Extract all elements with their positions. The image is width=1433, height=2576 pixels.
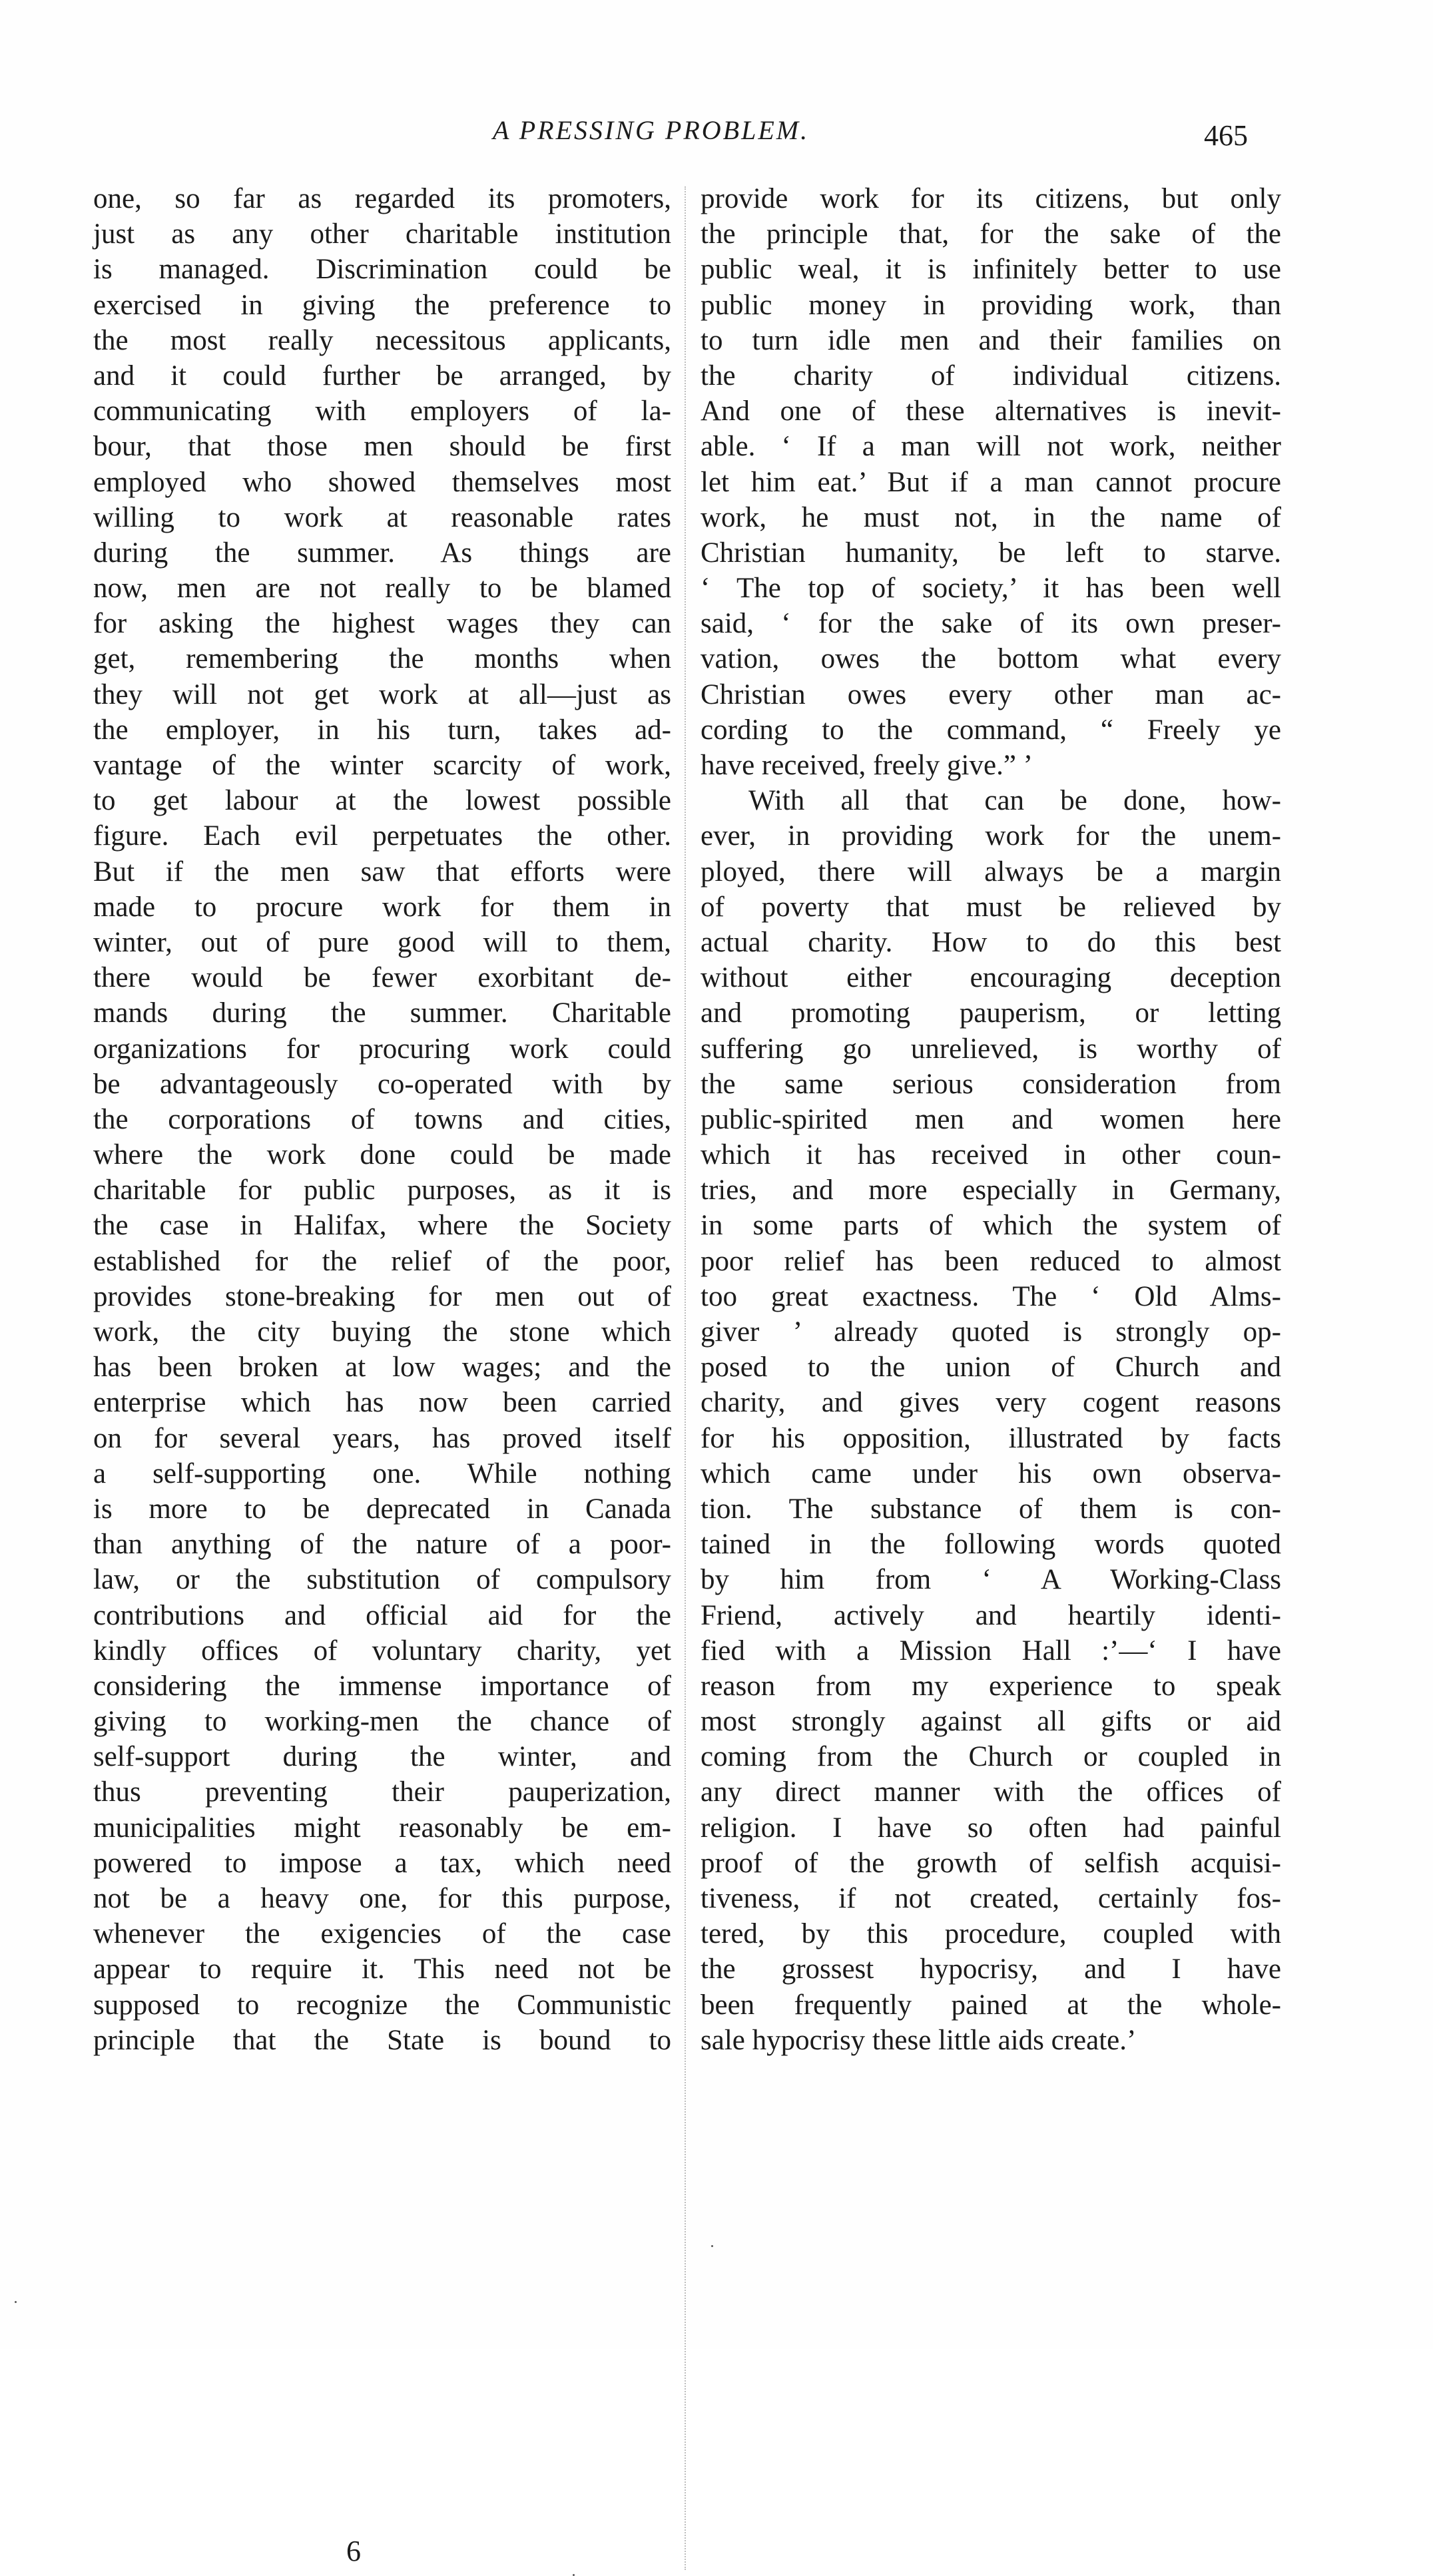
text-line: provide work for its citizens, but only [701,183,1281,214]
text-line: on for several years, has proved itself [93,1422,671,1454]
text-line: provides stone-breaking for men out of [93,1280,671,1312]
text-line: public money in providing work, than [701,289,1281,321]
text-line: than anything of the nature of a poor- [93,1529,671,1561]
text-line: ployed, there will always be a margin [701,856,1281,888]
text-line: of poverty that must be relieved by [701,891,1281,923]
text-line: cording to the command, “ Freely ye [701,714,1281,746]
text-line: said, ‘ for the sake of its own preser- [701,608,1281,640]
text-line: fied with a Mission Hall :’—‘ I have [701,1635,1281,1667]
text-line: self-support during the winter, and [93,1741,671,1773]
text-line: be advantageously co-operated with by [93,1068,671,1100]
text-line: But if the men saw that efforts were [93,856,671,888]
text-line: they will not get work at all—just as [93,678,671,710]
text-line: With all that can be done, how- [748,785,1281,817]
text-line: tained in the following words quoted [701,1529,1281,1561]
text-line: public-spirited men and women here [701,1103,1281,1135]
text-line: made to procure work for them in [93,891,671,923]
text-line: poor relief has been reduced to almost [701,1245,1281,1277]
text-line: willing to work at reasonable rates [93,501,671,533]
text-line: Friend, actively and heartily identi- [701,1599,1281,1631]
text-line: work, he must not, in the name of [701,501,1281,533]
text-line: without either encouraging deception [701,962,1281,994]
text-line: a self-supporting one. While nothing [93,1457,671,1489]
text-line: charitable for public purposes, as it is [93,1174,671,1206]
text-line: the most really necessitous applicants, [93,324,671,356]
text-line: vantage of the winter scarcity of work, [93,750,671,781]
text-line: for asking the highest wages they can [93,608,671,640]
text-line: kindly offices of voluntary charity, yet [93,1635,671,1667]
right-column [701,181,1281,2058]
text-line: the grossest hypocrisy, and I have [701,1953,1281,1985]
text-line: vation, owes the bottom what every [701,643,1281,675]
text-line: work, the city buying the stone which [93,1316,671,1348]
text-line: tries, and more especially in Germany, [701,1174,1281,1206]
text-line: exercised in giving the preference to [93,289,671,321]
text-line: coming from the Church or coupled in [701,1741,1281,1773]
text-line: to turn idle men and their families on [701,324,1281,356]
text-line: in some parts of which the system of [701,1210,1281,1242]
text-line: Christian owes every other man ac- [701,678,1281,710]
text-line: municipalities might reasonably be em- [93,1812,671,1844]
text-line: the corporations of towns and cities, [93,1103,671,1135]
text-line: and it could further be arranged, by [93,360,671,391]
text-line: get, remembering the months when [93,643,671,675]
text-line: giving to working-men the chance of [93,1706,671,1738]
text-line: the principle that, for the sake of the [701,218,1281,250]
text-line: one, so far as regarded its promoters, [93,183,671,214]
text-line: tion. The substance of them is con- [701,1493,1281,1525]
text-line: where the work done could be made [93,1139,671,1171]
text-line: tered, by this procedure, coupled with [701,1918,1281,1950]
text-line: by him from ‘ A Working-Class [701,1564,1281,1596]
text-line: figure. Each evil perpetuates the other. [93,820,671,852]
text-line: ‘ The top of society,’ it has been well [701,573,1281,605]
text-line: giver ’ already quoted is strongly op- [701,1316,1281,1348]
text-line: actual charity. How to do this best [701,926,1281,958]
print-speck [711,2245,713,2247]
text-line: posed to the union of Church and [701,1352,1281,1384]
text-line: law, or the substitution of compulsory [93,1564,671,1596]
text-line: been frequently pained at the whole- [701,1989,1281,2021]
text-line: communicating with employers of la- [93,395,671,427]
text-line: principle that the State is bound to [93,2024,671,2056]
text-line: contributions and official aid for the [93,1599,671,1631]
left-column [93,181,671,2058]
text-line: mands during the summer. Charitable [93,997,671,1029]
text-line: powered to impose a tax, which need [93,1847,671,1879]
text-line: And one of these alternatives is inevit- [701,395,1281,427]
text-line: not be a heavy one, for this purpose, [93,1883,671,1914]
text-line: which it has received in other coun- [701,1139,1281,1171]
text-line: most strongly against all gifts or aid [701,1706,1281,1738]
text-line: considering the immense importance of [93,1670,671,1702]
text-line: is more to be deprecated in Canada [93,1493,671,1525]
text-line: the same serious consideration from [701,1068,1281,1100]
text-line: supposed to recognize the Communistic [93,1989,671,2021]
text-line: able. ‘ If a man will not work, neither [701,431,1281,463]
running-title: A PRESSING PROBLEM. [493,115,810,145]
print-speck [15,2301,17,2303]
text-line: now, men are not really to be blamed [93,573,671,605]
text-line: the employer, in his turn, takes ad- [93,714,671,746]
text-line: sale hypocrisy these little aids create.’ [701,2024,1137,2056]
text-line: reason from my experience to speak [701,1670,1281,1702]
text-line: to get labour at the lowest possible [93,785,671,817]
text-line: have received, freely give.” ’ [701,750,1033,781]
text-line: established for the relief of the poor, [93,1245,671,1277]
text-line: any direct manner with the offices of [701,1776,1281,1808]
text-line: suffering go unrelieved, is worthy of [701,1033,1281,1065]
text-line: charity, and gives very cogent reasons [701,1387,1281,1419]
text-line: proof of the growth of selfish acquisi- [701,1847,1281,1879]
text-line: for his opposition, illustrated by facts [701,1422,1281,1454]
text-line: too great exactness. The ‘ Old Alms- [701,1280,1281,1312]
text-line: appear to require it. This need not be [93,1953,671,1985]
text-line: ever, in providing work for the unem- [701,820,1281,852]
text-line: has been broken at low wages; and the [93,1352,671,1384]
text-line: the case in Halifax, where the Society [93,1210,671,1242]
text-line: during the summer. As things are [93,537,671,569]
text-line: there would be fewer exorbitant de- [93,962,671,994]
text-line: the charity of individual citizens. [701,360,1281,391]
text-line: and promoting pauperism, or letting [701,997,1281,1029]
signature-mark: 6 [346,2535,361,2567]
text-line: is managed. Discrimination could be [93,254,671,286]
text-line: bour, that those men should be first [93,431,671,463]
text-line: whenever the exigencies of the case [93,1918,671,1950]
page-number: 465 [1204,119,1248,152]
text-line: tiveness, if not created, certainly fos- [701,1883,1281,1914]
text-line: Christian humanity, be left to starve. [701,537,1281,569]
text-line: just as any other charitable institution [93,218,671,250]
text-line: public weal, it is infinitely better to use [701,254,1281,286]
text-line: which came under his own observa- [701,1457,1281,1489]
text-line: thus preventing their pauperization, [93,1776,671,1808]
column-divider [685,186,686,2570]
text-line: organizations for procuring work could [93,1033,671,1065]
text-line: winter, out of pure good will to them, [93,926,671,958]
text-line: enterprise which has now been carried [93,1387,671,1419]
text-line: religion. I have so often had painful [701,1812,1281,1844]
text-line: employed who showed themselves most [93,466,671,498]
text-line: let him eat.’ But if a man cannot procure [701,466,1281,498]
